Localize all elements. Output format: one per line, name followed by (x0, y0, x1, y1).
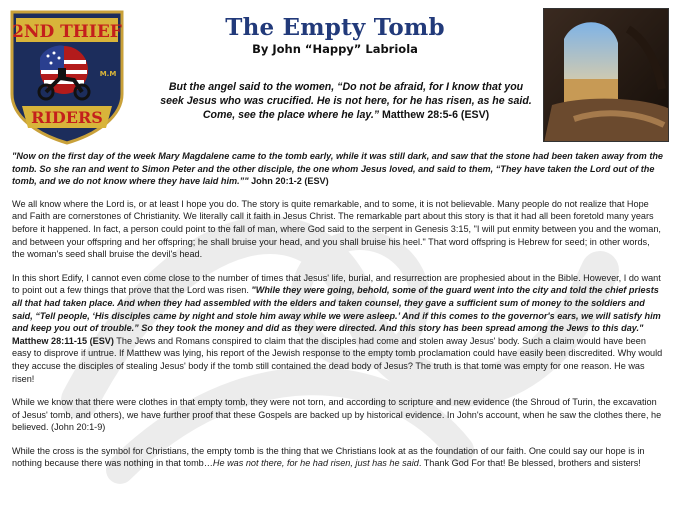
paragraph-3-commentary: The Jews and Romans conspired to claim that the disciples had come and stolen away Jesus' body. Such a claim would have been easy to disprove if untrue. If Matthew was lying, his report of the Jewish response to the empty tomb proclamation could have easily been discredited. Why would they accuse the disciples of stealing Jesus' body if the tomb still contained the dead body of Jesus? The truth is that tome was empty for one reason. He was risen! (12, 335, 663, 384)
page-title: The Empty Tomb (225, 14, 445, 41)
paragraph-3 (12, 272, 664, 385)
lead-quote-reference: Matthew 28:5-6 (ESV) (382, 109, 490, 121)
logo-top-text: 2ND THIEF (12, 22, 122, 42)
paragraph-5-italic: He was not there, for he had risen, just has he said (212, 458, 419, 469)
matthew-quote-reference: Matthew 28:11-15 (ESV) (12, 335, 114, 346)
author-byline: By John “Happy” Labriola (252, 42, 418, 56)
matthew-quote: "While they were going, behold, some of the guard went into the city and told the chief priests all that had taken place. And when they had assembled with the elders and taken counsel, they gave a sufficient sum of money to the soldiers and said, “Tell people, ‘His disciples came by night and stole him away while we were asleep.’ And if this comes to the governor's ears, we will satisfy him and keep you out of trouble.” So they took the money and did as they were directed. And this story has been spread among the Jews to this day." (12, 285, 661, 334)
paragraph-5 (12, 445, 664, 470)
paragraph-3-intro: In this short Edify, I cannot even come close to the number of times that Jesus' life, burial, and resurrection are prophesied about in the Bible. However, I do want to point out a few things that prove that the Lord was risen. (12, 272, 661, 296)
paragraph-1 (12, 150, 664, 188)
paragraph-5-closing: . Thank God For that! Be blessed, brothers and sisters! (418, 458, 641, 469)
john-quote-reference: John 20:1-2 (ESV) (248, 176, 329, 187)
lead-quote (158, 80, 534, 122)
lead-quote-text: But the angel said to the women, “Do not be afraid, for I know that you seek Jesus who was crucified. He is not here, for he has risen, as he said. Come, see the place where he lay.” (160, 81, 532, 121)
club-logo (8, 6, 126, 146)
john-quote: "Now on the first day of the week Mary Magdalene came to the tomb early, while it was still dark, and saw that the stone had been taken away from the tomb. So she ran and went to Simon Peter and the other disciple, the one whom Jesus loved, and said to them, “They have taken the Lord out of the tomb, and we do not know where they have laid him.”" (12, 151, 664, 187)
empty-tomb-photo (543, 8, 669, 142)
paragraph-2: We all know where the Lord is, or at least I hope you do. The story is quite remarkable, and to some, it is not believable. Many people do not realize that Hope and Faith are cornerstones of Christianity. We literally call it faith in Jesus Christ. The remarkable part about this story is that it had all been foretold many years before it happened. In fact, a person could point to the fall of man, where God said to the serpent in Genesis 3:15, "I will put enmity between you and the woman, and between your offspring and her offspring; he shall bruise your head, and you shall bruise his heel." That word offspring is Hebrew for seed; in other words, the woman's seed shall bruise the devil's head. (12, 198, 661, 260)
logo-bottom-text: RIDERS (31, 108, 103, 127)
paragraph-5-intro: While the cross is the symbol for Christians, the empty tomb is the thing that we Christians look at as the foundation of our faith. One could say our hope is in nothing because there was nothing in that tomb… (12, 445, 645, 469)
paragraph-4: While we know that there were clothes in that empty tomb, they were not torn, and according to scripture and new evidence (the Shroud of Turin, the excavation of Jesus' tomb, and others), we have further proof that these Gospels are backed up by historical evidence. In John's account, when he saw the clothes there, he believed. (John 20:1-9) (12, 397, 662, 433)
article-body (12, 150, 664, 481)
logo-side-text: M.M (99, 70, 117, 78)
